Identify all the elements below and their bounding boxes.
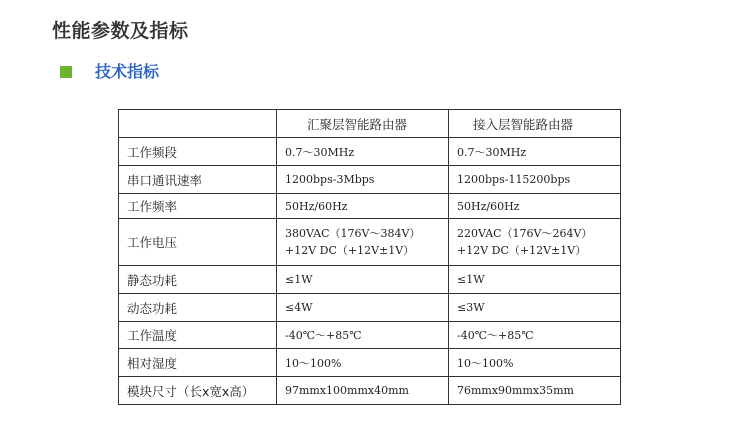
access-value: 50Hz/60Hz [449,194,621,219]
access-value-cell [449,219,621,266]
header-cell-empty [119,110,277,138]
table-row [119,266,621,294]
spec-table [118,109,621,405]
table-row [119,349,621,377]
row-label: 相对湿度 [119,349,277,377]
access-value: 76mmx90mmx35mm [449,377,621,405]
aggregation-value: 1200bps-3Mbps [277,166,449,194]
access-value: -40℃～+85℃ [449,322,621,349]
access-value: 10～100% [449,349,621,377]
aggregation-value-cell [277,219,449,266]
access-value-line: +12V DC（+12V±1V） [457,244,587,257]
table-header-row [119,110,621,138]
aggregation-value: 10～100% [277,349,449,377]
section-title: 技术指标 [95,62,160,81]
access-value: ≤3W [449,294,621,322]
header-cell-aggregation: 汇聚层智能路由器 [277,110,449,138]
access-value: ≤1W [449,266,621,294]
row-label: 串口通讯速率 [119,166,277,194]
page-title: 性能参数及指标 [52,20,189,42]
access-value: 1200bps-115200bps [449,166,621,194]
row-label: 动态功耗 [119,294,277,322]
aggregation-value-line: +12V DC（+12V±1V） [285,244,415,257]
header-cell-access: 接入层智能路由器 [449,110,621,138]
table-row [119,138,621,166]
row-label: 工作频段 [119,138,277,166]
row-label: 工作频率 [119,194,277,219]
aggregation-value: 50Hz/60Hz [277,194,449,219]
table-row [119,166,621,194]
aggregation-value-line: 380VAC（176V～384V） [285,227,421,240]
table-row [119,322,621,349]
table-row [119,377,621,405]
row-label: 模块尺寸（长x宽x高） [119,377,277,405]
table-row [119,294,621,322]
section-marker-square [60,66,72,78]
aggregation-value: ≤1W [277,266,449,294]
table-row [119,194,621,219]
table-row [119,219,621,266]
row-label: 工作温度 [119,322,277,349]
aggregation-value: ≤4W [277,294,449,322]
access-value: 0.7～30MHz [449,138,621,166]
aggregation-value: -40℃～+85℃ [277,322,449,349]
aggregation-value: 97mmx100mmx40mm [277,377,449,405]
row-label: 静态功耗 [119,266,277,294]
access-value-line: 220VAC（176V～264V） [457,227,593,240]
row-label: 工作电压 [119,219,277,266]
aggregation-value: 0.7～30MHz [277,138,449,166]
